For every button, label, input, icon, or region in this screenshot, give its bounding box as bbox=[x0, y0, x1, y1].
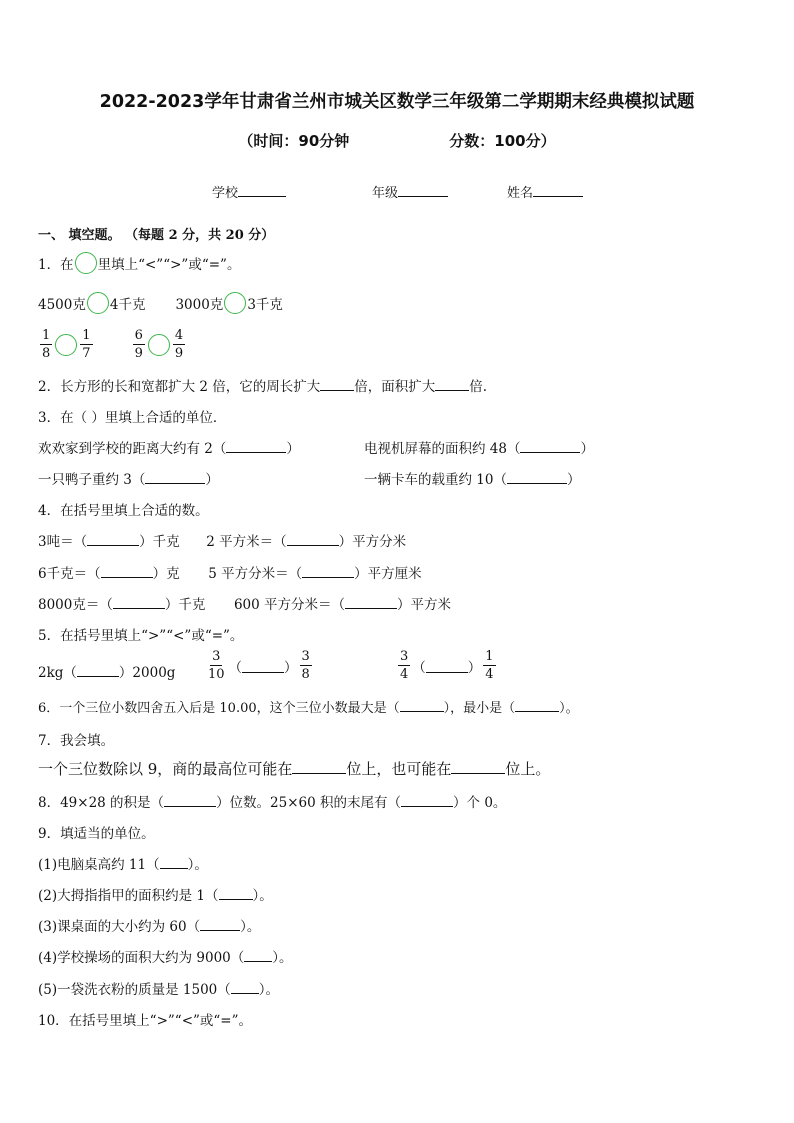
answer-blank[interactable] bbox=[87, 532, 139, 546]
question-9-item-5: (5)一袋洗衣粉的质量是 1500（ ）。 bbox=[38, 982, 280, 998]
answer-blank[interactable] bbox=[345, 595, 397, 609]
school-field: 学校 bbox=[212, 182, 286, 201]
question-5-part-3: $\frac{3}{4}$ （ ） $\frac{1}{4}$ bbox=[400, 649, 494, 682]
answer-blank[interactable] bbox=[426, 659, 468, 673]
question-5-part-2: $\frac{3}{10}$ （ ） $\frac{3}{8}$ bbox=[208, 649, 310, 682]
question-4-stem: 4．在括号里填上合适的数。 bbox=[38, 503, 209, 519]
answer-blank[interactable] bbox=[400, 698, 444, 712]
answer-blank[interactable] bbox=[292, 758, 346, 774]
answer-blank[interactable] bbox=[435, 377, 469, 391]
answer-circle[interactable] bbox=[55, 334, 77, 356]
question-9-stem: 9．填适当的单位。 bbox=[38, 826, 155, 842]
question-7-stem: 7．我会填。 bbox=[38, 733, 115, 749]
question-2: 2．长方形的长和宽都扩大 2 倍，它的周长扩大 倍，面积扩大 倍. bbox=[38, 379, 488, 395]
answer-blank[interactable] bbox=[160, 855, 188, 869]
answer-blank[interactable] bbox=[515, 698, 559, 712]
answer-blank[interactable] bbox=[242, 659, 284, 673]
question-1-row-1: 4500克 4千克 3000克 3千克 bbox=[38, 292, 283, 314]
answer-blank[interactable] bbox=[101, 564, 153, 578]
answer-blank[interactable] bbox=[231, 980, 259, 994]
answer-blank[interactable] bbox=[302, 564, 354, 578]
fraction: $\frac{1}{4}$ bbox=[485, 649, 494, 682]
question-1-stem: 1．在 里填上“<”“>”或“=”。 bbox=[38, 252, 240, 274]
question-9-item-2: (2)大拇指指甲的面积约是 1（ ）。 bbox=[38, 888, 273, 904]
answer-circle[interactable] bbox=[148, 334, 170, 356]
question-3-stem: 3．在（ ）里填上合适的单位． bbox=[38, 410, 227, 426]
question-10-stem: 10．在括号里填上“>”“<”或“=”。 bbox=[38, 1013, 253, 1029]
answer-blank[interactable] bbox=[226, 439, 286, 453]
fraction: $\frac{4}{9}$ bbox=[174, 328, 184, 361]
answer-blank[interactable] bbox=[401, 793, 453, 807]
question-5-part-1: 2kg（ ）2000g bbox=[38, 665, 176, 681]
answer-blank[interactable] bbox=[200, 917, 240, 931]
exam-meta bbox=[0, 130, 794, 151]
question-3-d: 一辆卡车的载重约 10（ ） bbox=[364, 472, 581, 488]
question-9-item-3: (3)课桌面的大小约为 60（ ）。 bbox=[38, 919, 261, 935]
exam-score: 分数：100分） bbox=[449, 132, 556, 150]
school-blank[interactable] bbox=[238, 183, 286, 197]
question-9-item-4: (4)学校操场的面积大约为 9000（ ）。 bbox=[38, 950, 293, 966]
section-heading: 一、 填空题。 （每题 2 分，共 20 分） bbox=[38, 228, 275, 243]
question-5-stem: 5．在括号里填上“>”“<”或“=”。 bbox=[38, 628, 244, 644]
answer-blank[interactable] bbox=[451, 758, 505, 774]
answer-blank[interactable] bbox=[219, 886, 253, 900]
answer-blank[interactable] bbox=[113, 595, 165, 609]
page-title: 2022-2023学年甘肃省兰州市城关区数学三年级第二学期期末经典模拟试题 bbox=[99, 92, 695, 112]
question-1-row-2 bbox=[38, 327, 187, 362]
grade-field: 年级 bbox=[372, 182, 448, 201]
answer-blank[interactable] bbox=[320, 377, 354, 391]
answer-blank[interactable] bbox=[77, 663, 119, 677]
answer-blank[interactable] bbox=[244, 948, 272, 962]
answer-blank[interactable] bbox=[164, 793, 216, 807]
question-3-a: 欢欢家到学校的距离大约有 2（ ） bbox=[38, 441, 300, 457]
answer-blank[interactable] bbox=[520, 439, 580, 453]
question-4-row-1: 3吨＝（ ）千克 2 平方米＝（ ）平方分米 bbox=[38, 534, 407, 550]
question-8: 8．49×28 的积是（ ）位数。25×60 积的末尾有（ ）个 0。 bbox=[38, 795, 507, 811]
name-blank[interactable] bbox=[533, 183, 583, 197]
answer-blank[interactable] bbox=[507, 470, 567, 484]
fraction: $\frac{1}{8}$ bbox=[42, 328, 51, 361]
fraction: $\frac{3}{8}$ bbox=[301, 649, 310, 682]
answer-circle[interactable] bbox=[224, 292, 246, 314]
question-3-c: 一只鸭子重约 3（ ） bbox=[38, 472, 219, 488]
question-7-body: 一个三位数除以 9，商的最高位可能在 位上，也可能在 位上。 bbox=[38, 760, 551, 778]
question-3-b: 电视机屏幕的面积约 48（ ） bbox=[364, 441, 594, 457]
answer-circle[interactable] bbox=[87, 292, 109, 314]
answer-blank[interactable] bbox=[287, 532, 339, 546]
question-9-item-1: (1)电脑桌高约 11（ ）。 bbox=[38, 857, 208, 873]
fraction: $\frac{3}{4}$ bbox=[400, 649, 409, 682]
fraction: $\frac{3}{10}$ bbox=[208, 649, 225, 682]
question-4-row-2: 6千克＝（ ）克 5 平方分米＝（ ）平方厘米 bbox=[38, 566, 422, 582]
question-6: 6．一个三位小数四舍五入后是 10.00，这个三位小数最大是（ ），最小是（ ）。 bbox=[38, 697, 579, 716]
exam-time: （时间：90分钟 bbox=[238, 132, 350, 150]
grade-blank[interactable] bbox=[398, 183, 448, 197]
fraction: $\frac{6}{9}$ bbox=[134, 328, 143, 361]
fraction: $\frac{1}{7}$ bbox=[82, 328, 91, 361]
name-field: 姓名 bbox=[507, 182, 583, 201]
answer-blank[interactable] bbox=[145, 470, 205, 484]
question-4-row-3: 8000克＝（ ）千克 600 平方分米＝（ ）平方米 bbox=[38, 597, 452, 613]
answer-circle[interactable] bbox=[75, 252, 97, 274]
